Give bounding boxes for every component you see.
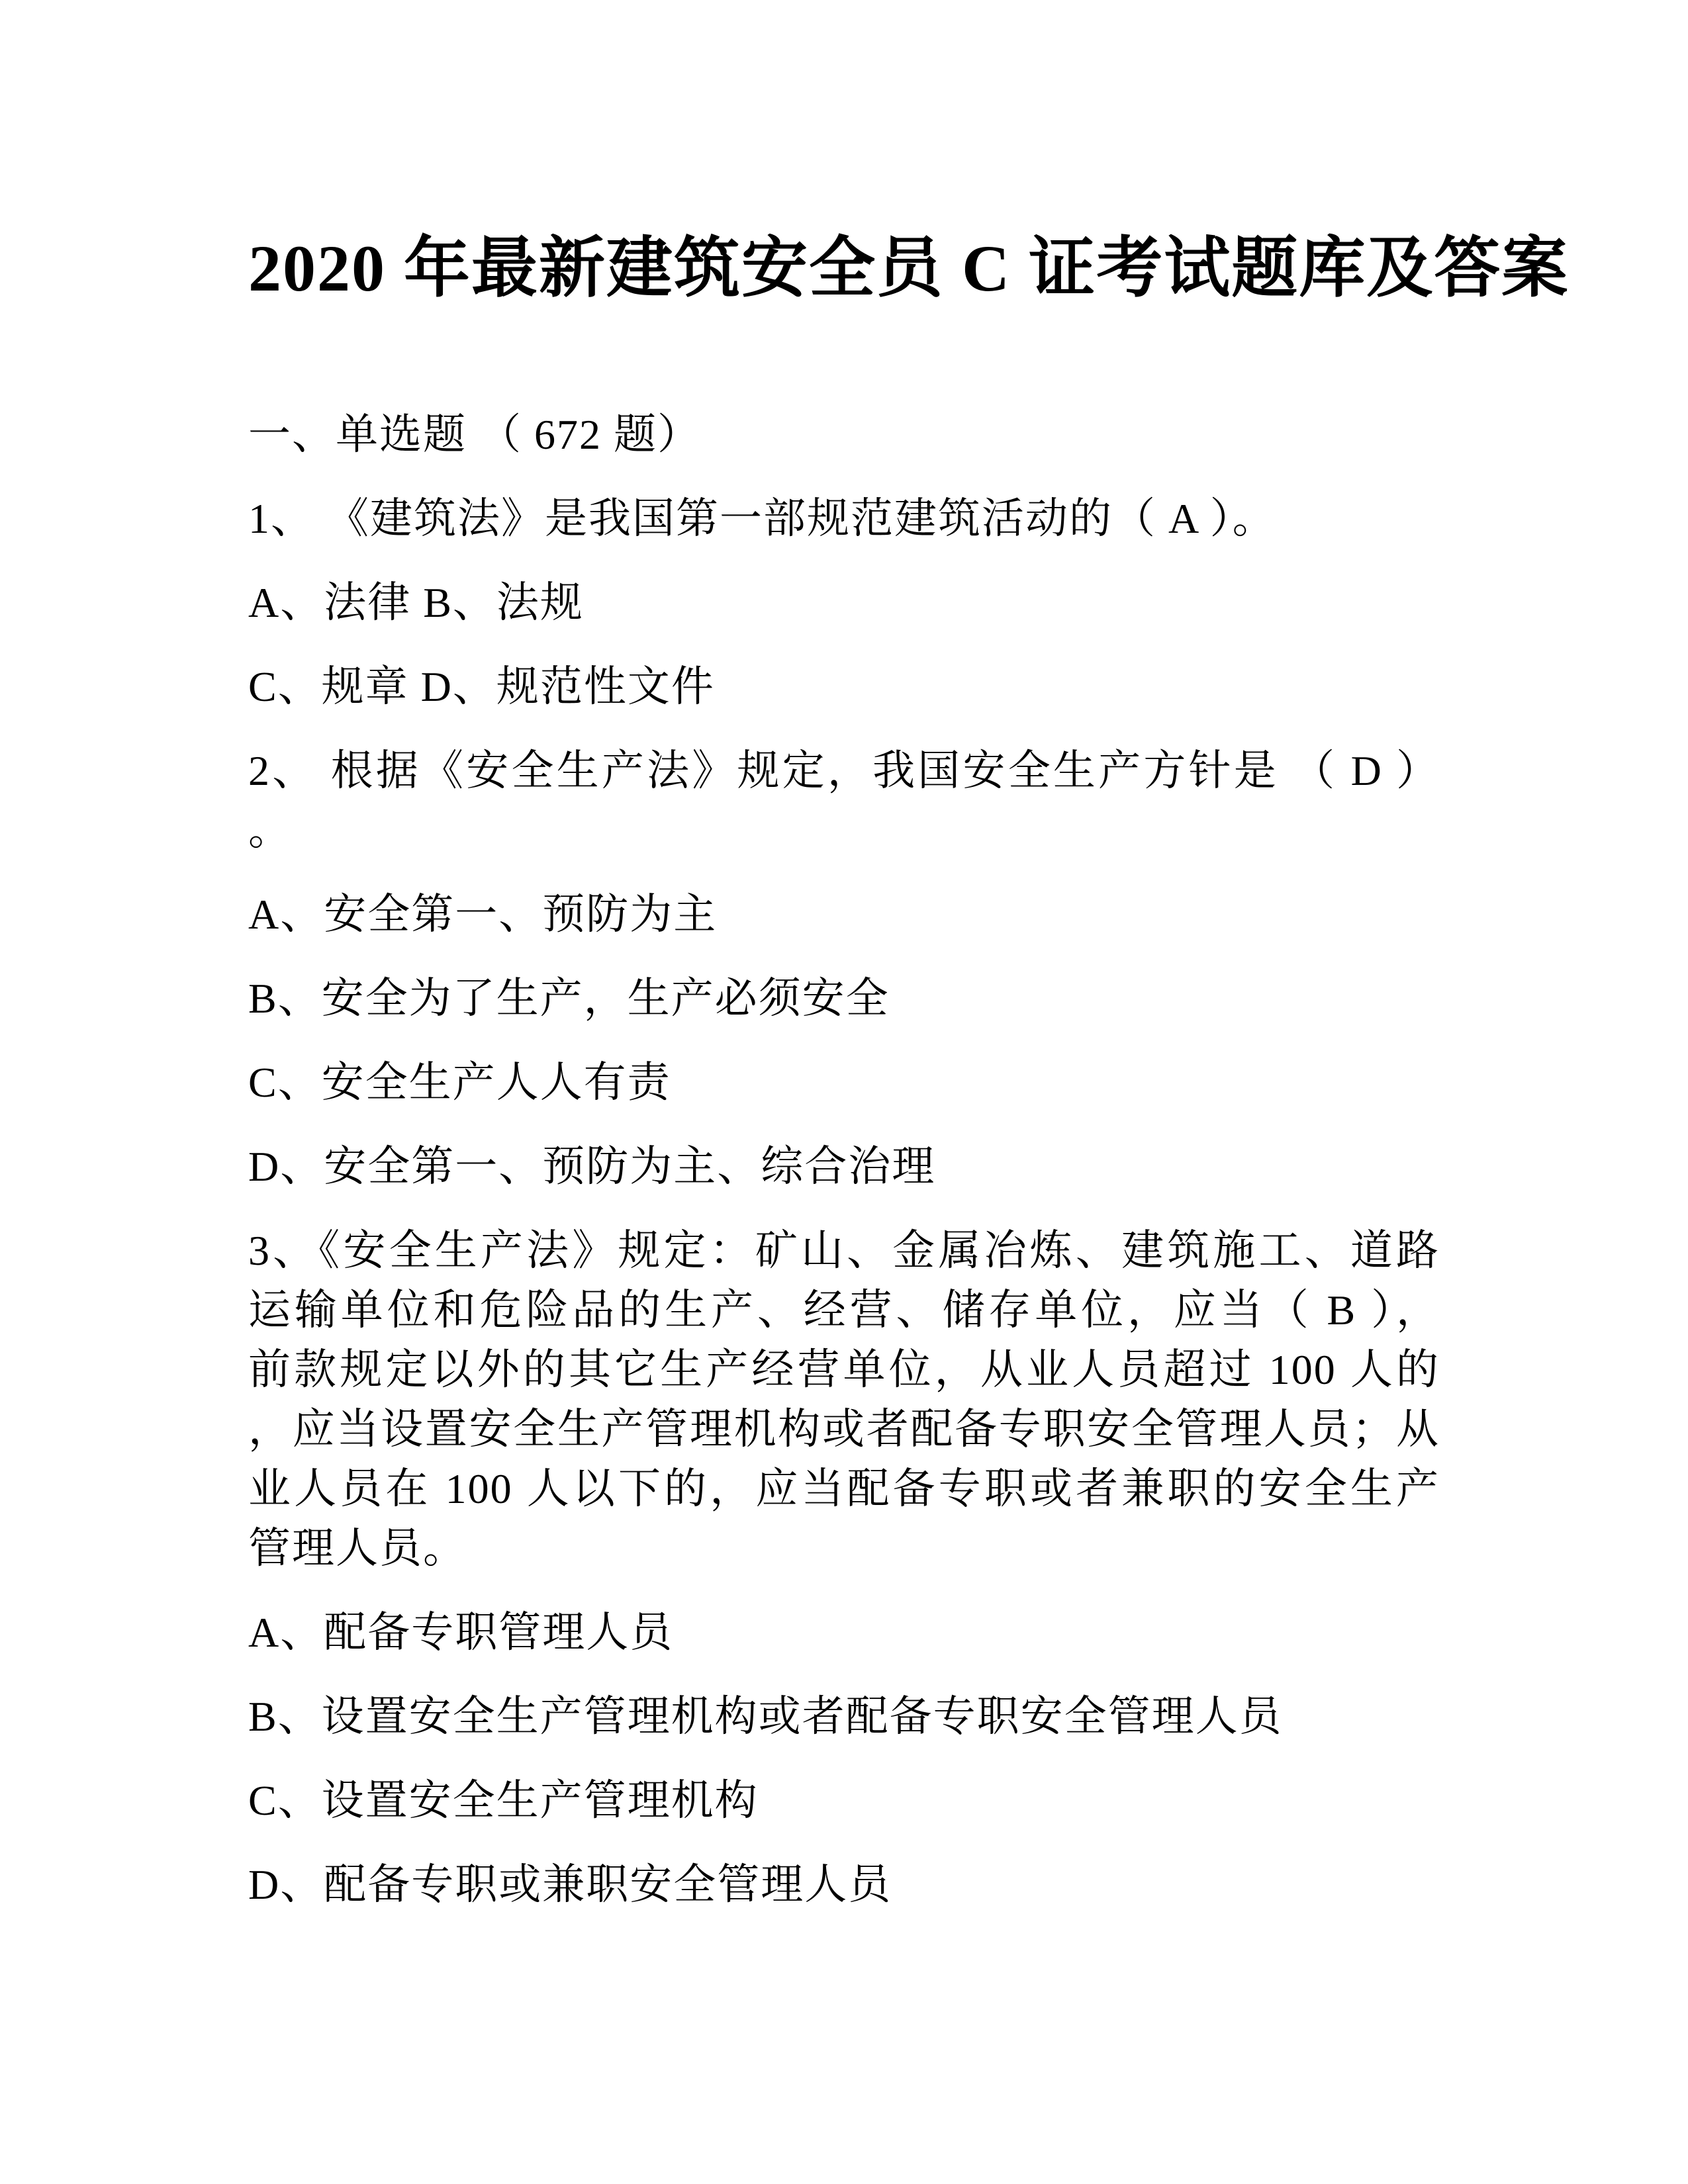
question-1-stem-line: 1、 《建筑法》是我国第一部规范建筑活动的（ A ）。 [248,495,1276,542]
question-3-option-a [248,1603,1440,1662]
question-1-options-cd [248,657,1440,717]
question-2-option-a [248,885,1440,944]
section-heading [248,405,1440,465]
question-2-option-d [248,1137,1440,1197]
question-3-option-c [248,1771,1440,1831]
question-3-stem-line-1: 3、《安全生产法》规定：矿山、金属冶炼、建筑施工、道路 [248,1227,1440,1274]
question-2-option-c-text: C、安全生产人人有责 [248,1059,671,1106]
question-2-option-c [248,1053,1440,1113]
question-3-option-b [248,1687,1440,1747]
question-2-option-b-text: B、安全为了生产，生产必须安全 [248,975,890,1022]
question-1-options-ab [248,573,1440,633]
question-3-option-c-text: C、设置安全生产管理机构 [248,1777,759,1824]
section-heading-text: 一、单选题 （ 672 题） [248,411,701,458]
question-1-options-cd-text: C、规章 D、规范性文件 [248,663,715,710]
question-2-stem-line-2: 。 [248,807,292,854]
question-3-option-a-text: A、配备专职管理人员 [248,1609,674,1656]
question-2-option-d-text: D、安全第一、预防为主、综合治理 [248,1143,936,1190]
question-3-stem-line-6: 管理人员。 [248,1525,467,1572]
question-3-stem-line-3: 前款规定以外的其它生产经营单位，从业人员超过 100 人的 [248,1346,1440,1393]
question-3-stem-line-4: ，应当设置安全生产管理机构或者配备专职安全管理人员；从 [248,1406,1440,1453]
question-3-stem [248,1221,1440,1578]
question-3-stem-line-2: 运输单位和危险品的生产、经营、储存单位，应当（ B ）， [248,1287,1440,1334]
question-3-stem-line-5: 业人员在 100 人以下的，应当配备专职或者兼职的安全生产 [248,1465,1440,1512]
question-2-option-b [248,969,1440,1028]
question-3-option-d [248,1855,1440,1915]
question-2-option-a-text: A、安全第一、预防为主 [248,891,718,938]
document-title: 2020 年最新建筑安全员 C 证考试题库及答案 [248,232,1570,305]
question-1-options-ab-text: A、法律 B、法规 [248,579,584,626]
question-3-option-d-text: D、配备专职或兼职安全管理人员 [248,1861,892,1908]
question-1-stem [248,489,1440,549]
question-2-stem-line-1: 2、 根据《安全生产法》规定，我国安全生产方针是 （ D ） [248,747,1440,794]
question-2-stem [248,741,1440,860]
question-3-option-b-text: B、设置安全生产管理机构或者配备专职安全管理人员 [248,1693,1283,1740]
